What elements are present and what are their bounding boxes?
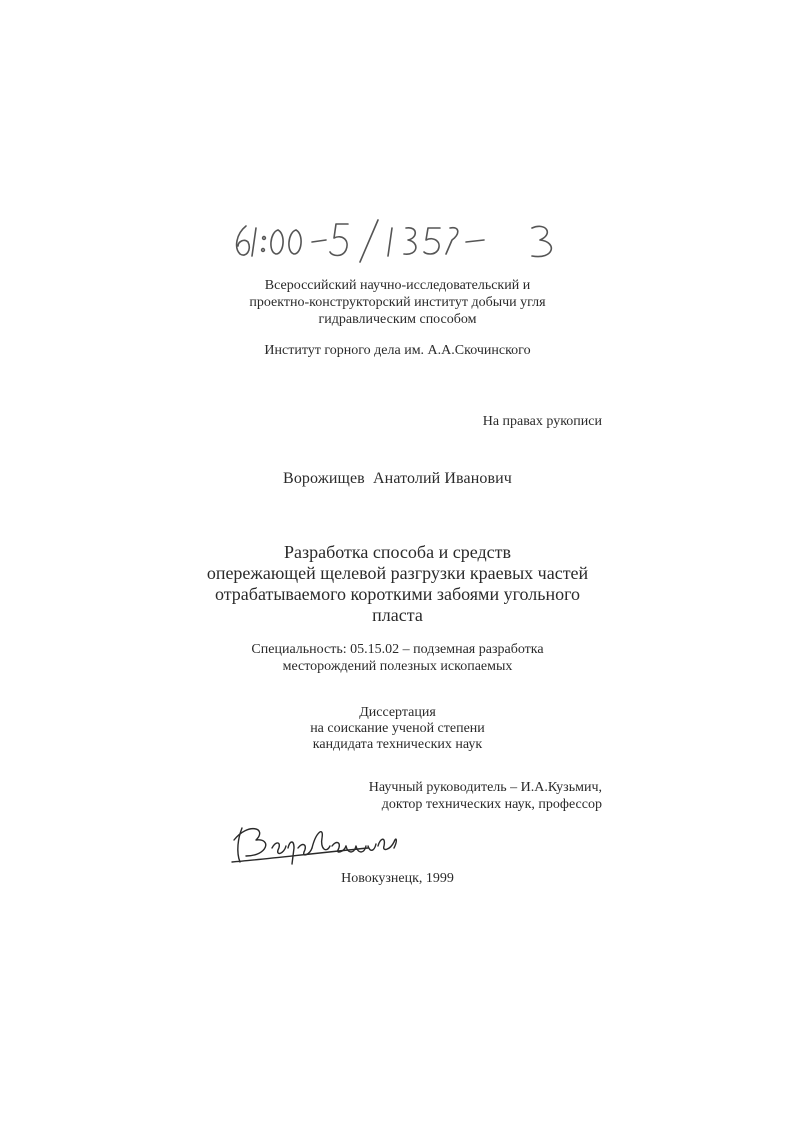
supervisor-line: Научный руководитель – И.А.Кузьмич, bbox=[368, 780, 602, 795]
signature-graphic bbox=[228, 818, 413, 870]
archive-code-handwritten bbox=[228, 212, 568, 264]
institution-secondary: Институт горного дела им. А.А.Скочинского bbox=[264, 343, 531, 358]
archive-code-handwriting-graphic bbox=[228, 212, 568, 264]
supervisor-line: доктор технических наук, профессор bbox=[381, 797, 602, 812]
manuscript-rights-note: На правах рукописи bbox=[482, 414, 602, 429]
specialty-line: месторождений полезных ископаемых bbox=[282, 659, 513, 674]
specialty bbox=[0, 641, 795, 675]
title-line: пласта bbox=[372, 605, 423, 625]
city-year: Новокузнецк, 1999 bbox=[341, 871, 454, 886]
institution-primary bbox=[0, 277, 795, 328]
institution-line: Всероссийский научно-исследовательский и bbox=[264, 278, 531, 293]
degree-line: Диссертация bbox=[359, 705, 436, 720]
author-name: Ворожищев Анатолий Иванович bbox=[283, 470, 512, 487]
title-line: опережающей щелевой разгрузки краевых частей bbox=[206, 563, 589, 583]
degree-statement bbox=[0, 705, 795, 753]
institution-line: проектно-конструкторский институт добычи угля bbox=[249, 295, 546, 310]
dissertation-title bbox=[0, 542, 795, 626]
author-signature bbox=[228, 818, 413, 870]
specialty-line: Специальность: 05.15.02 – подземная разработка bbox=[251, 642, 544, 657]
title-line: Разработка способа и средств bbox=[284, 542, 511, 562]
degree-line: кандидата технических наук bbox=[312, 737, 483, 752]
degree-line: на соискание ученой степени bbox=[310, 721, 485, 736]
institution-line: гидравлическим способом bbox=[318, 312, 477, 327]
scientific-supervisor bbox=[369, 779, 602, 813]
title-line: отрабатываемого короткими забоями угольного bbox=[214, 584, 581, 604]
